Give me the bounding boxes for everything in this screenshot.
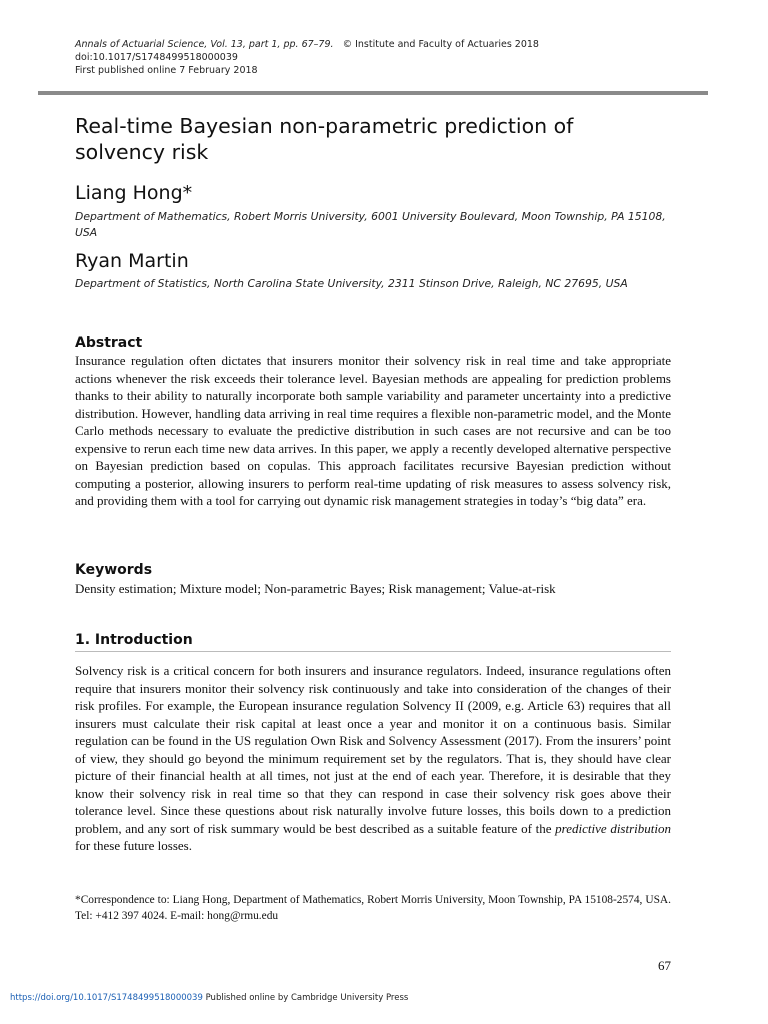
publisher-text: Published online by Cambridge University Press [205, 993, 409, 1003]
doi-line: doi:10.1017/S1748499518000039 [75, 52, 238, 63]
footer [10, 993, 408, 1003]
journal-header [75, 38, 695, 77]
header-divider [38, 91, 708, 95]
intro-paragraph-end: for these future losses. [75, 838, 192, 853]
keywords-text: Density estimation; Mixture model; Non-parametric Bayes; Risk management; Value-at-risk [75, 581, 556, 596]
keywords-heading: Keywords [75, 562, 153, 578]
abstract-text: Insurance regulation often dictates that insurers monitor their solvency risk in real time and take appropriate actions whenever the risk exceeds their tolerance level. Bayesian methods are appealing for prediction problems thanks to their ability to naturally incorporate both sample variability and parameter uncertainty into a predictive distribution. However, handling data arriving in real time requires a flexible non-parametric model, and the Monte Carlo methods necessary to evaluate the predictive distribution in such cases are not recursive and can be too expensive to rerun each time new data arrives. In this paper, we apply a recently developed alternative perspective on Bayesian prediction based on copulas. This approach facilitates recursive Bayesian prediction without computing a posterior, allowing insurers to perform real-time updating of risk measures to assess solvency risk, and providing them with a tool for carrying out dynamic risk management strategies in today’s “big data” era. [75, 353, 671, 508]
correspondence-footnote: *Correspondence to: Liang Hong, Department of Mathematics, Robert Morris University, Moon Township, PA 15108-2574, USA. Tel: +412 397 4024. E-mail: hong@rmu.edu [75, 894, 671, 922]
author-affiliation: Department of Mathematics, Robert Morris University, 6001 University Boulevard, Moon Township, PA 15108, USA [75, 210, 666, 239]
doi-link[interactable]: https://doi.org/10.1017/S1748499518000039 [10, 993, 203, 1003]
page-number: 67 [658, 958, 671, 973]
introduction-text [75, 662, 671, 855]
abstract-heading: Abstract [75, 335, 143, 351]
author-affiliation: Department of Statistics, North Carolina State University, 2311 Stinson Drive, Raleigh, NC 27695, USA [75, 277, 628, 290]
journal-citation: Annals of Actuarial Science, Vol. 13, part 1, pp. 67–79. [75, 39, 334, 50]
publication-date: First published online 7 February 2018 [75, 65, 258, 76]
intro-paragraph-start: Solvency risk is a critical concern for both insurers and insurance regulators. Indeed, insurance regulations often require that insurers monitor their solvency risk continuously and take into consideration of the changes of their risk profiles. For example, the European insurance regulation Solvency II (2009, e.g. Article 63) requires that all insurers must calculate their risk capital at least once a year and monitor it on a continuous basis. Similar regulation can be found in the US regulation Own Risk and Solvency Assessment (2017). From the insurers’ point of view, they should go beyond the minimum requirement set by the regulators. That is, they should have clear picture of their financial health at all times, not just at the end of each year. Therefore, it is desirable that they know their solvency risk in real time so that they can respond in case their solvency risk goes above their tolerance level. Since these questions about risk naturally involve future losses, this boils down to a prediction problem, and any sort of risk summary would be best described as a suitable feature of the [75, 663, 671, 836]
emphasized-term: predictive distribution [555, 820, 672, 836]
article-title: Real-time Bayesian non-parametric prediction of solvency risk [75, 114, 574, 164]
section-divider [75, 651, 671, 652]
introduction-heading: 1. Introduction [75, 632, 193, 648]
author-name: Liang Hong* [75, 182, 193, 204]
author-name: Ryan Martin [75, 250, 189, 272]
copyright-notice: © Institute and Faculty of Actuaries 2018 [342, 39, 539, 50]
